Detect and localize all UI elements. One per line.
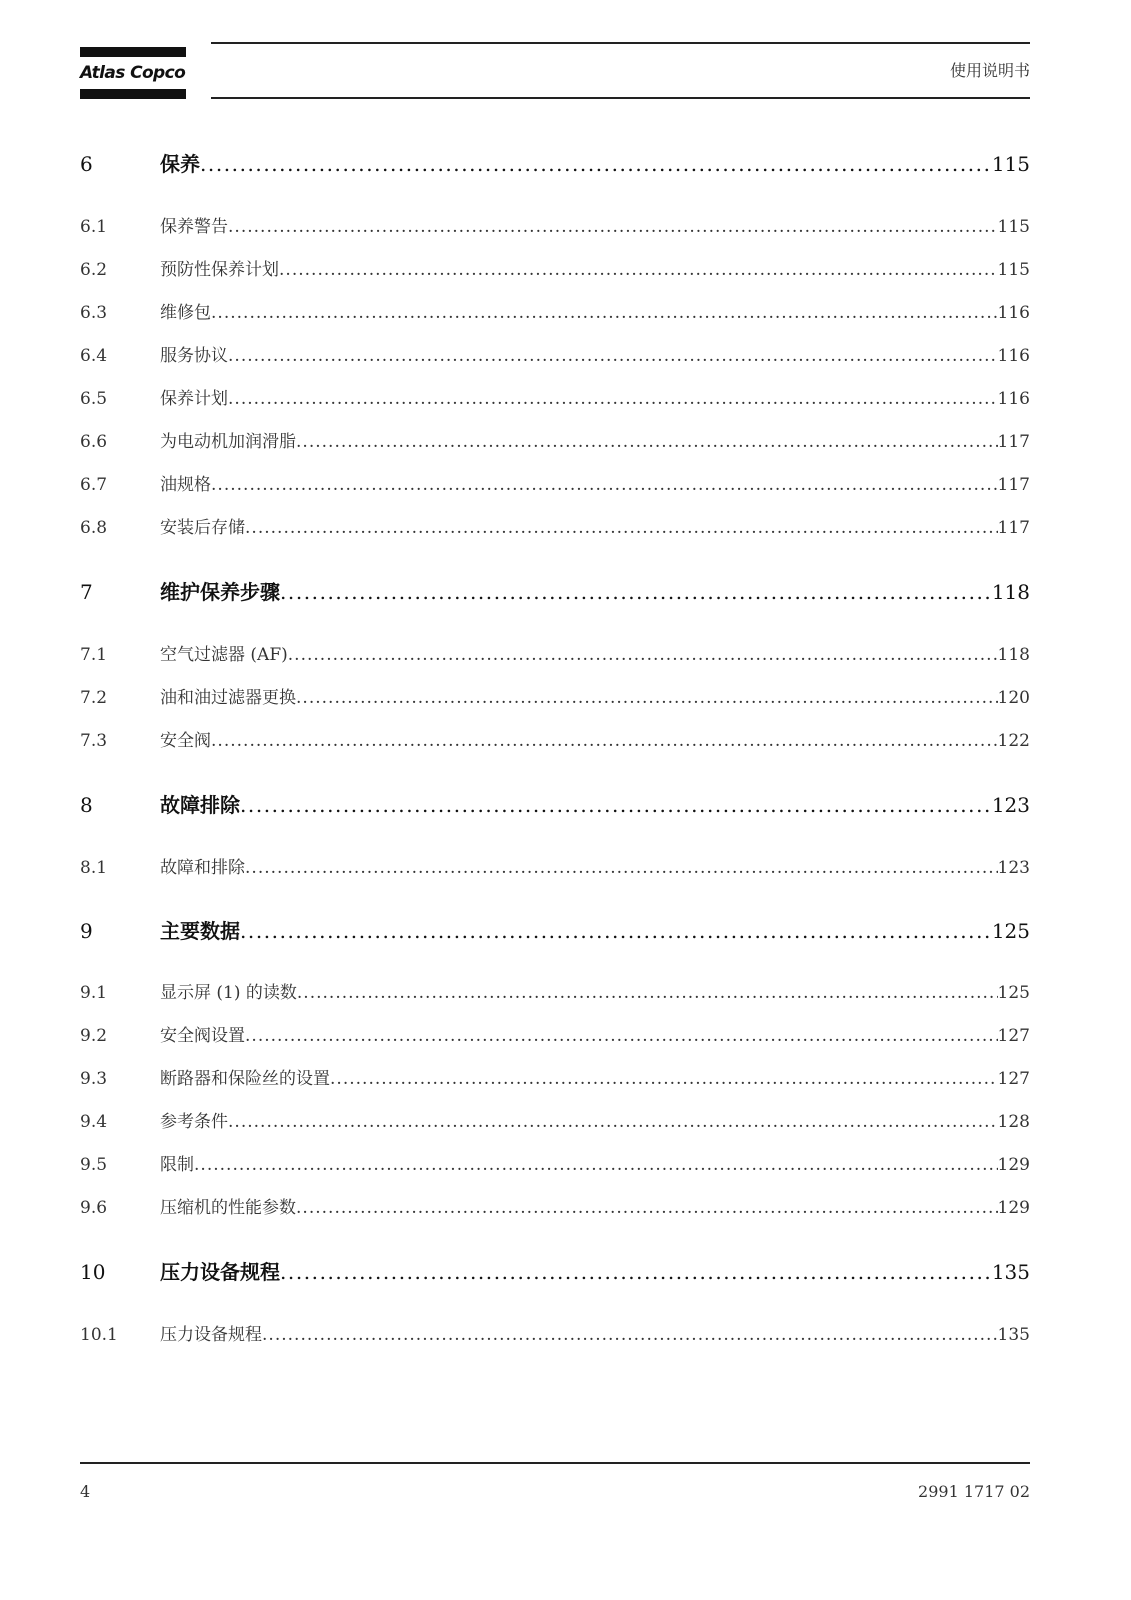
toc-title: 预防性保养计划 <box>160 260 279 280</box>
toc-section-row[interactable] <box>80 470 1030 495</box>
toc-dot-leader <box>330 1069 998 1089</box>
toc-page-number: 125 <box>991 919 1030 943</box>
toc-dot-leader <box>279 260 998 280</box>
toc-page-number: 118 <box>991 580 1030 604</box>
toc-dot-leader <box>211 303 998 323</box>
logo-bar-bottom <box>80 89 186 99</box>
toc-chapter-row[interactable] <box>80 576 1030 605</box>
toc-number: 7 <box>80 580 93 604</box>
toc-section-row[interactable] <box>80 1064 1030 1089</box>
toc-dot-leader <box>211 475 998 495</box>
toc-dot-leader <box>288 645 998 665</box>
toc-title: 服务协议 <box>160 346 228 366</box>
toc-chapter-row[interactable] <box>80 148 1030 177</box>
toc-page-number: 125 <box>997 983 1030 1003</box>
toc-number: 6.5 <box>80 389 108 409</box>
toc-page-number: 115 <box>991 152 1030 176</box>
toc-section-row[interactable] <box>80 341 1030 366</box>
toc-title: 压力设备规程 <box>160 1325 262 1345</box>
toc-page-number: 129 <box>997 1198 1030 1218</box>
toc-number: 6.3 <box>80 303 108 323</box>
toc-page-number: 115 <box>997 217 1030 237</box>
toc-page-number: 127 <box>997 1069 1030 1089</box>
toc-section-row[interactable] <box>80 255 1030 280</box>
toc-dot-leader <box>280 1260 992 1284</box>
toc-section-row[interactable] <box>80 1320 1030 1345</box>
toc-page-number: 122 <box>997 731 1030 751</box>
header-rule-bottom <box>211 97 1030 99</box>
toc-number: 6 <box>80 152 93 176</box>
logo-wordmark: Atlas Copco <box>80 63 186 83</box>
toc-title: 压缩机的性能参数 <box>160 1198 296 1218</box>
toc-section-row[interactable] <box>80 212 1030 237</box>
toc-page-number: 117 <box>997 475 1030 495</box>
toc-dot-leader <box>245 1026 998 1046</box>
toc-number: 9.3 <box>80 1069 108 1089</box>
toc-title: 保养计划 <box>160 389 228 409</box>
toc-page-number: 117 <box>997 432 1030 452</box>
toc-page-number: 129 <box>997 1155 1030 1175</box>
toc-dot-leader <box>240 793 992 817</box>
footer-document-number: 2991 1717 02 <box>918 1482 1030 1501</box>
toc-title: 油和油过滤器更换 <box>160 688 296 708</box>
toc-title: 限制 <box>160 1155 194 1175</box>
toc-title: 空气过滤器 (AF) <box>160 645 288 665</box>
toc-title: 主要数据 <box>160 919 240 943</box>
toc-title: 压力设备规程 <box>160 1260 280 1284</box>
toc-page-number: 116 <box>997 346 1030 366</box>
toc-dot-leader <box>240 919 992 943</box>
toc-title: 维修包 <box>160 303 211 323</box>
toc-dot-leader <box>296 432 998 452</box>
toc-dot-leader <box>245 858 998 878</box>
footer-page-number: 4 <box>80 1482 91 1501</box>
toc-page-number: 135 <box>991 1260 1030 1284</box>
toc-number: 7.1 <box>80 645 108 665</box>
toc-page-number: 117 <box>997 518 1030 538</box>
toc-number: 9.2 <box>80 1026 108 1046</box>
toc-page-number: 135 <box>997 1325 1030 1345</box>
toc-number: 6.1 <box>80 217 108 237</box>
toc-number: 9.6 <box>80 1198 108 1218</box>
toc-number: 7.3 <box>80 731 108 751</box>
toc-page-number: 115 <box>997 260 1030 280</box>
toc-number: 6.8 <box>80 518 108 538</box>
toc-chapter-row[interactable] <box>80 789 1030 818</box>
toc-number: 6.2 <box>80 260 108 280</box>
toc-number: 9.4 <box>80 1112 108 1132</box>
toc-number: 8.1 <box>80 858 108 878</box>
toc-section-row[interactable] <box>80 384 1030 409</box>
logo-bar-top <box>80 47 186 57</box>
toc-dot-leader <box>228 389 998 409</box>
toc-section-row[interactable] <box>80 1150 1030 1175</box>
toc-number: 6.7 <box>80 475 108 495</box>
toc-section-row[interactable] <box>80 853 1030 878</box>
document-type-title: 使用说明书 <box>949 61 1030 80</box>
toc-page-number: 123 <box>991 793 1030 817</box>
toc-title: 安全阀设置 <box>160 1026 245 1046</box>
toc-title: 保养警告 <box>160 217 228 237</box>
toc-number: 6.4 <box>80 346 108 366</box>
toc-number: 8 <box>80 793 93 817</box>
toc-page-number: 116 <box>997 389 1030 409</box>
toc-dot-leader <box>297 983 998 1003</box>
header-rule-top <box>211 42 1030 44</box>
toc-section-row[interactable] <box>80 1107 1030 1132</box>
toc-title: 参考条件 <box>160 1112 228 1132</box>
toc-dot-leader <box>245 518 998 538</box>
toc-section-row[interactable] <box>80 726 1030 751</box>
toc-dot-leader <box>296 1198 998 1218</box>
atlas-copco-logo <box>80 47 186 99</box>
toc-page-number: 120 <box>997 688 1030 708</box>
toc-number: 9.5 <box>80 1155 108 1175</box>
toc-chapter-row[interactable] <box>80 1256 1030 1285</box>
toc-title: 断路器和保险丝的设置 <box>160 1069 330 1089</box>
toc-dot-leader <box>200 152 992 176</box>
toc-number: 10.1 <box>80 1325 118 1345</box>
toc-title: 故障排除 <box>160 793 240 817</box>
toc-number: 9 <box>80 919 93 943</box>
toc-chapter-row[interactable] <box>80 915 1030 944</box>
toc-section-row[interactable] <box>80 640 1030 665</box>
toc-number: 9.1 <box>80 983 108 1003</box>
toc-section-row[interactable] <box>80 513 1030 538</box>
toc-page-number: 116 <box>997 303 1030 323</box>
toc-title: 为电动机加润滑脂 <box>160 432 296 452</box>
toc-dot-leader <box>194 1155 998 1175</box>
toc-number: 7.2 <box>80 688 108 708</box>
toc-dot-leader <box>228 1112 998 1132</box>
toc-dot-leader <box>262 1325 998 1345</box>
toc-page-number: 123 <box>997 858 1030 878</box>
toc-dot-leader <box>280 580 992 604</box>
toc-title: 安全阀 <box>160 731 211 751</box>
toc-number: 10 <box>80 1260 106 1284</box>
toc-title: 油规格 <box>160 475 211 495</box>
toc-dot-leader <box>296 688 998 708</box>
toc-title: 故障和排除 <box>160 858 245 878</box>
toc-title: 安装后存储 <box>160 518 245 538</box>
footer-rule <box>80 1462 1030 1464</box>
toc-section-row[interactable] <box>80 1193 1030 1218</box>
toc-title: 维护保养步骤 <box>160 580 280 604</box>
toc-page-number: 127 <box>997 1026 1030 1046</box>
toc-dot-leader <box>228 346 998 366</box>
toc-title: 保养 <box>160 152 200 176</box>
toc-number: 6.6 <box>80 432 108 452</box>
toc-title: 显示屏 (1) 的读数 <box>160 983 297 1003</box>
toc-section-row[interactable] <box>80 298 1030 323</box>
toc-section-row[interactable] <box>80 1021 1030 1046</box>
toc-page-number: 118 <box>997 645 1030 665</box>
toc-section-row[interactable] <box>80 683 1030 708</box>
toc-section-row[interactable] <box>80 427 1030 452</box>
toc-section-row[interactable] <box>80 978 1030 1003</box>
toc-dot-leader <box>211 731 998 751</box>
toc-dot-leader <box>228 217 998 237</box>
toc-page-number: 128 <box>997 1112 1030 1132</box>
